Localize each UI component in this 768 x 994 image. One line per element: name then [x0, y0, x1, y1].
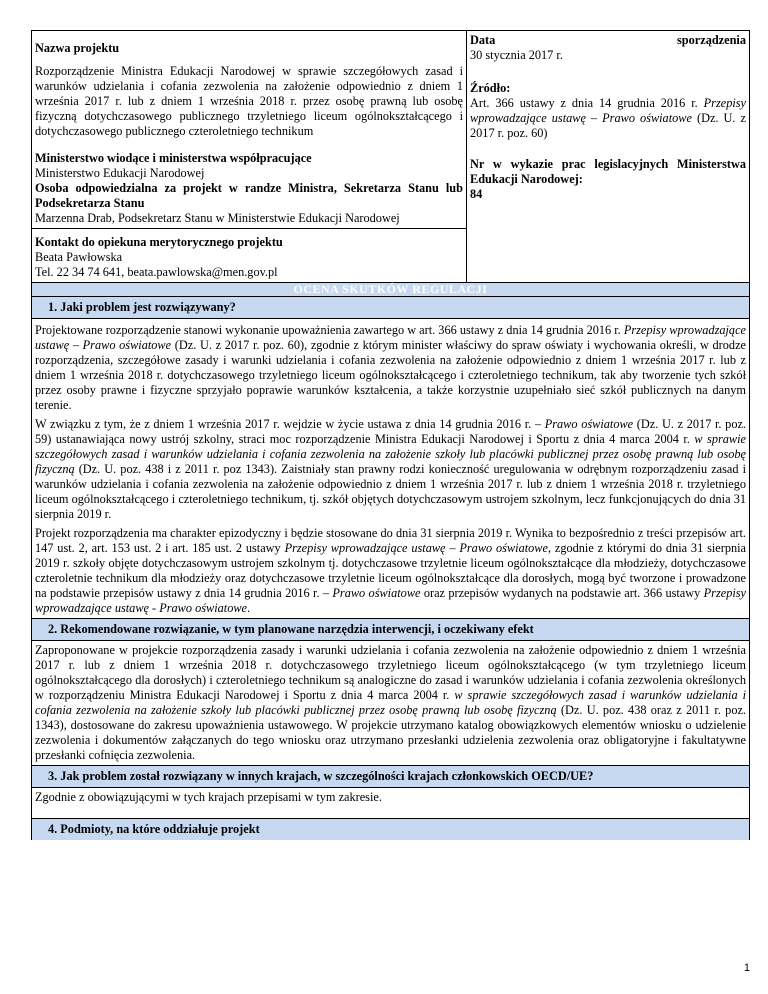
source-label: Źródło: — [470, 81, 511, 95]
section-1-body — [32, 319, 750, 619]
page-number: 1 — [743, 962, 750, 974]
ministry-label: Ministerstwo wiodące i ministerstwa współpracujące — [35, 151, 312, 165]
source-text: Art. 366 ustawy z dnia 14 grudnia 2016 r. Przepisy wprowadzające ustawę – Prawo oświatowe (Dz. U. z 2017 r. poz. 60) — [470, 96, 747, 140]
contact-details: Tel. 22 34 74 641, beata.pawlowska@men.gov.pl — [35, 265, 278, 279]
osr-title: OCENA SKUTKÓW REGULACJI — [32, 283, 750, 297]
section-2-body — [32, 641, 750, 766]
section-1-paragraph: Projektowane rozporządzenie stanowi wykonanie upoważnienia zawartego w art. 366 ustawy z dnia 14 grudnia 2016 r. Przepisy wprowadzające ustawę – Prawo oświatowe (Dz. U. z 2017 r. poz. 60), zgodnie z którym minister właściwy do spraw oświaty i wychowania określi, w drodze rozporządzenia, szczegółowe zasady i warunki udzielania i cofania zezwolenia na założenie odpowiednio z dniem 1 września 2017 r. lub z dniem 1 września 2018 r. dotychczasowego trzyletniego liceum ogólnokształcącego i czteroletniego technikum, tak aby tworzenie tych szkół przez osoby prawne i fizyczne sprzyjało poprawie warunków kształcenia, a także korzystnie uzupełniało sieć szkół publicznych na danym terenie. — [35, 323, 746, 412]
contact-name: Beata Pawłowska — [35, 250, 123, 264]
ministry-name: Ministerstwo Edukacji Narodowej — [35, 166, 205, 180]
metadata-cell — [467, 31, 750, 283]
section-3-paragraph: Zgodnie z obowiązującymi w tych krajach przepisami w tym zakresie. — [35, 790, 382, 804]
section-3-body — [32, 788, 750, 819]
date-label: Data sporządzenia — [470, 33, 746, 47]
section-1-paragraph: W związku z tym, że z dniem 1 września 2017 r. wejdzie w życie ustawa z dnia 14 grudnia 2016 r. – Prawo oświatowe (Dz. U. z 2017 r. poz. 59) ustanawiająca nowy ustrój szkolny, straci moc rozporządzenie Ministra Edukacji Narodowej i Sportu z dnia 4 marca 2004 r. w sprawie szczegółowych zasad i warunków udzielania i cofania zezwolenia na założenie szkoły lub placówki publicznej przez osobę prawną lub osobę fizyczną (Dz. U. poz. 438 i z 2011 r. poz 1343). Zaistniały stan prawny rodzi konieczność uregulowania w odrębnym rozporządzeniu zasad i warunków udzielania i cofania zezwolenia na założenie odpowiednio z dniem 1 września 2017 r. lub z dniem 1 września 2018 r. trzyletniego liceum ogólnokształcącego i czteroletniego technikum, tj. szkół objętych dotychczasowym ustrojem szkolnym, lecz funkcjonujących do dnia 31 sierpnia 2019 r. — [35, 417, 746, 521]
section-1-paragraph: Projekt rozporządzenia ma charakter epizodyczny i będzie stosowane do dnia 31 sierpnia 2019 r. Wynika to bezpośrednio z treści przepisów art. 147 ust. 2, art. 153 ust. 2 i art. 185 ust. 2 ustawy Przepisy wprowadzające ustawę – Prawo oświatowe, zgodnie z którymi do dnia 31 sierpnia 2019 r. szkoły objęte dotychczasowym ustrojem szkolnym tj. dotychczasowe trzyletnie liceum ogólnokształcące dla młodzieży, dotychczasowe czteroletnie technikum dla młodzieży oraz dotychczasowe trzyletnie liceum ogólnokształcące dla dorosłych, mogą być tworzone i prowadzone na podstawie przepisów ustawy z dnia 14 grudnia 2016 r. – Prawo oświatowe oraz przepisów wydanych na podstawie art. 366 ustawy Przepisy wprowadzające ustawę - Prawo oświatowe. — [35, 526, 747, 615]
legislative-list-number: 84 — [470, 187, 483, 201]
legislative-list-label: Nr w wykazie prac legislacyjnych Ministerstwa Edukacji Narodowej: — [470, 157, 746, 186]
section-2-title: 2. Rekomendowane rozwiązanie, w tym planowane narzędzia interwencji, i oczekiwany efekt — [32, 619, 750, 641]
section-4-title: 4. Podmioty, na które oddziałuje projekt — [32, 819, 750, 841]
osr-table — [31, 30, 750, 840]
project-name: Rozporządzenie Ministra Edukacji Narodowej w sprawie szczegółowych zasad i warunków udzielania i cofania zezwolenia na założenie odpowiednio z dniem 1 września 2017 r. lub z dniem 1 września 2018 r. przez osobę prawną lub osobę fizyczną dotychczasowego publicznego trzyletniego liceum ogólnokształcącego i dotychczasowego publicznego czteroletniego technikum — [35, 64, 463, 138]
responsible-person: Marzenna Drab, Podsekretarz Stanu w Ministerstwie Edukacji Narodowej — [35, 211, 400, 225]
contact-cell — [32, 229, 467, 283]
project-label: Nazwa projektu — [35, 41, 120, 55]
section-1-title: 1. Jaki problem jest rozwiązywany? — [32, 297, 750, 319]
project-info-cell — [32, 31, 467, 229]
osr-document — [31, 30, 749, 840]
date-value: 30 stycznia 2017 r. — [470, 48, 563, 62]
responsible-label: Osoba odpowiedzialna za projekt w randze Ministra, Sekretarza Stanu lub Podsekretarza Stanu — [35, 181, 463, 210]
contact-label: Kontakt do opiekuna merytorycznego projektu — [35, 235, 283, 249]
section-3-title: 3. Jak problem został rozwiązany w innych krajach, w szczególności krajach członkowskich OECD/UE? — [32, 766, 750, 788]
section-2-paragraph: Zaproponowane w projekcie rozporządzenia zasady i warunki udzielania i cofania zezwolenia na założenie odpowiednio z dniem 1 września 2017 r. lub z dniem 1 września 2018 r. dotychczasowego trzyletniego liceum ogólnokształcącego (w tym trzyletniego liceum ogólnokształcącego dla dorosłych) i czteroletniego technikum są analogiczne do zasad i warunków udzielania i cofania zezwolenia określonych w rozporządzeniu Ministra Edukacji Narodowej i Sportu z dnia 4 marca 2004 r. w sprawie szczegółowych zasad i warunków udzielania i cofania zezwolenia na założenie szkoły lub placówki publicznej przez osobę prawną lub osobę fizyczną (Dz. U. poz. 438 oraz z 2011 r. poz. 1343), dostosowane do zakresu upoważnienia ustawowego. W projekcie utrzymano katalog obowiązkowych elementów wniosku o udzielenie zezwolenia i dokumentów załączanych do tego wniosku oraz utrzymano przesłanki udzielenia zezwolenia oraz obligatoryjne i fakultatywne przesłanki cofnięcia zezwolenia. — [35, 643, 746, 762]
